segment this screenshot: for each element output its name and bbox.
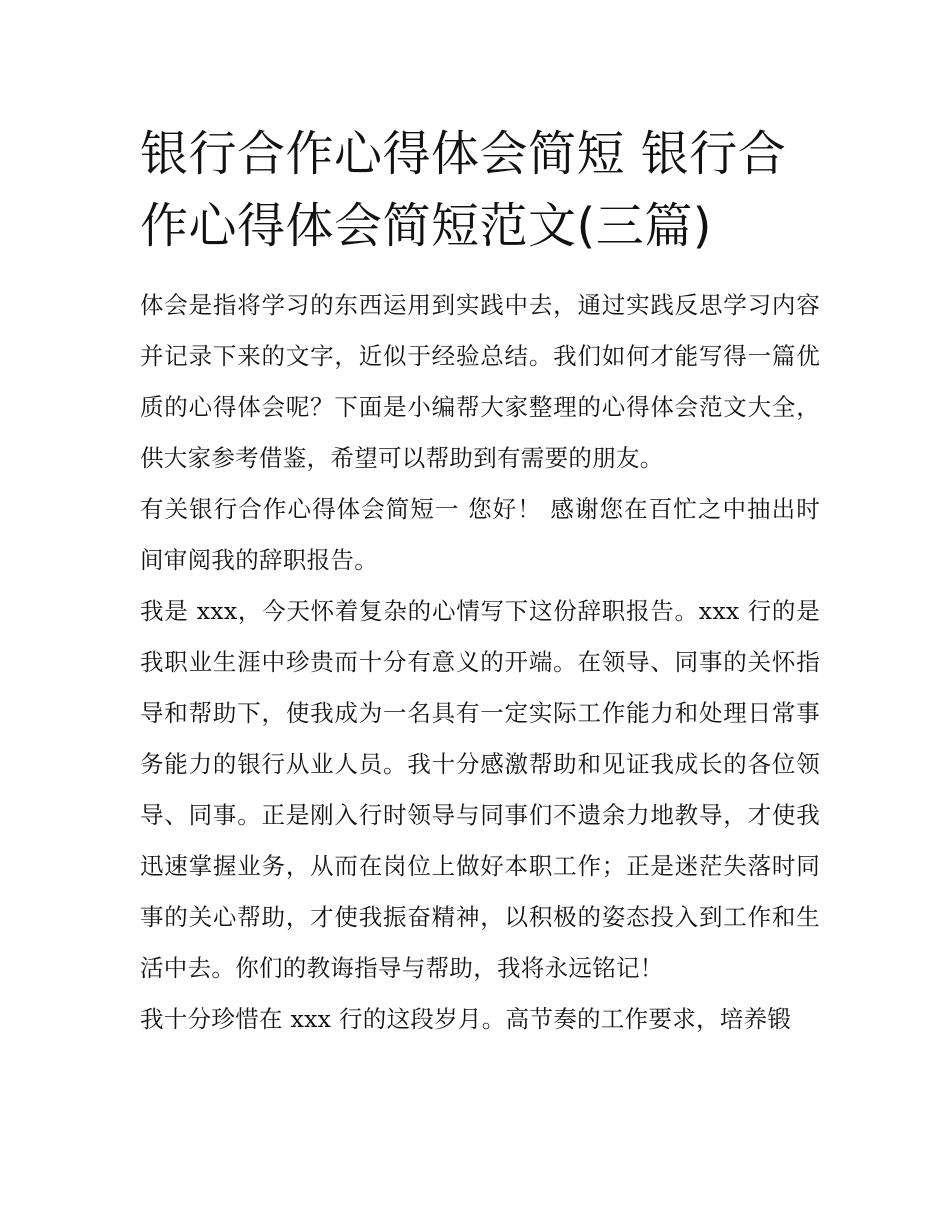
document-body (140, 280, 820, 1045)
intro-paragraph: 体会是指将学习的东西运用到实践中去，通过实践反思学习内容并记录下来的文字，近似于经验总结。我们如何才能写得一篇优质的心得体会呢？下面是小编帮大家整理的心得体会范文大全，供大家参考借鉴，希望可以帮助到有需要的朋友。 (140, 291, 820, 472)
body-paragraph: 我是 xxx，今天怀着复杂的心情写下这份辞职报告。xxx 行的是我职业生涯中珍贵而十分有意义的开端。在领导、同事的关怀指导和帮助下，使我成为一名具有一定实际工作能力和处理日常事务能力的银行从业人员。我十分感激帮助和见证我成长的各位领导、同事。正是刚入行时领导与同事们不遗余力地教导，才使我迅速掌握业务，从而在岗位上做好本职工作；正是迷茫失落时同事的关心帮助，才使我振奋精神，以积极的姿态投入到工作和生活中去。你们的教诲指导与帮助，我将永远铭记！ (140, 597, 820, 982)
section-heading-paragraph: 有关银行合作心得体会简短一 您好！ 感谢您在百忙之中抽出时间审阅我的辞职报告。 (140, 495, 820, 574)
body-paragraph-continued: 我十分珍惜在 xxx 行的这段岁月。高节奏的工作要求，培养锻 (140, 1005, 792, 1033)
document-title: 银行合作心得体会简短 银行合作心得体会简短范文(三篇) (140, 126, 787, 254)
